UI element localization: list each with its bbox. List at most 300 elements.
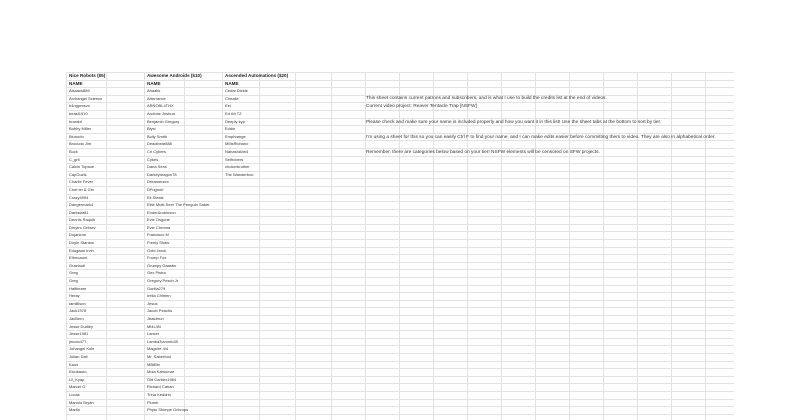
name-cell[interactable]: Darkstar81 [67, 209, 107, 217]
empty-cell[interactable] [332, 285, 366, 293]
empty-cell[interactable] [536, 141, 570, 149]
empty-cell[interactable] [107, 369, 145, 377]
empty-cell[interactable] [638, 88, 672, 96]
empty-cell[interactable] [570, 262, 604, 270]
empty-cell[interactable] [672, 164, 706, 172]
empty-cell[interactable] [672, 407, 706, 415]
empty-cell[interactable] [672, 80, 706, 88]
empty-cell[interactable] [185, 308, 223, 316]
empty-cell[interactable] [638, 323, 672, 331]
empty-cell[interactable] [706, 80, 735, 88]
empty-cell[interactable] [366, 73, 400, 81]
empty-cell[interactable] [185, 217, 223, 225]
empty-cell[interactable] [434, 247, 468, 255]
empty-cell[interactable] [468, 278, 502, 286]
empty-cell[interactable] [536, 308, 570, 316]
empty-cell[interactable] [672, 255, 706, 263]
empty-cell[interactable] [468, 217, 502, 225]
empty-cell[interactable] [570, 156, 604, 164]
empty-cell[interactable] [706, 391, 735, 399]
empty-cell[interactable] [536, 323, 570, 331]
empty-cell[interactable] [570, 80, 604, 88]
empty-cell[interactable] [672, 126, 706, 134]
empty-cell[interactable] [604, 224, 638, 232]
empty-cell[interactable] [434, 346, 468, 354]
empty-cell[interactable] [260, 331, 296, 339]
empty-cell[interactable] [502, 156, 536, 164]
empty-cell[interactable] [366, 164, 400, 172]
empty-cell[interactable] [604, 308, 638, 316]
empty-cell[interactable] [434, 300, 468, 308]
empty-cell[interactable] [185, 232, 223, 240]
empty-cell[interactable] [604, 80, 638, 88]
name-cell[interactable] [67, 414, 107, 420]
name-cell[interactable]: Grumpy Gaaster [145, 262, 185, 270]
name-cell[interactable]: Heray [67, 293, 107, 301]
empty-cell[interactable] [107, 414, 145, 420]
empty-cell[interactable] [296, 217, 332, 225]
empty-cell[interactable] [107, 308, 145, 316]
empty-cell[interactable] [570, 338, 604, 346]
empty-cell[interactable] [296, 353, 332, 361]
empty-cell[interactable] [604, 331, 638, 339]
empty-cell[interactable] [706, 118, 735, 126]
empty-cell[interactable] [260, 209, 296, 217]
empty-cell[interactable] [185, 164, 223, 172]
empty-cell[interactable] [296, 285, 332, 293]
empty-cell[interactable] [107, 118, 145, 126]
name-cell[interactable]: Ed Att TZ [223, 110, 260, 118]
empty-cell[interactable] [536, 224, 570, 232]
empty-cell[interactable] [332, 399, 366, 407]
empty-cell[interactable] [604, 262, 638, 270]
empty-cell[interactable] [434, 414, 468, 420]
empty-cell[interactable] [296, 179, 332, 187]
name-cell[interactable]: Phyto Shimpe Ochrops [145, 407, 185, 415]
empty-cell[interactable] [260, 126, 296, 134]
empty-cell[interactable] [185, 353, 223, 361]
empty-cell[interactable] [570, 186, 604, 194]
name-cell[interactable] [223, 224, 260, 232]
empty-cell[interactable] [638, 73, 672, 81]
empty-cell[interactable] [706, 247, 735, 255]
empty-cell[interactable] [672, 186, 706, 194]
empty-cell[interactable] [185, 361, 223, 369]
empty-cell[interactable] [332, 369, 366, 377]
empty-cell[interactable] [638, 399, 672, 407]
empty-cell[interactable] [434, 156, 468, 164]
name-cell[interactable]: Kicukauto [67, 369, 107, 377]
name-cell[interactable] [223, 361, 260, 369]
empty-cell[interactable] [706, 73, 735, 81]
name-cell[interactable]: Brocudo Jim [67, 141, 107, 149]
empty-cell[interactable] [400, 186, 434, 194]
empty-cell[interactable] [638, 232, 672, 240]
empty-cell[interactable] [502, 179, 536, 187]
empty-cell[interactable] [434, 285, 468, 293]
empty-cell[interactable] [570, 270, 604, 278]
empty-cell[interactable] [672, 148, 706, 156]
empty-cell[interactable] [260, 255, 296, 263]
empty-cell[interactable] [672, 399, 706, 407]
empty-cell[interactable] [536, 110, 570, 118]
empty-cell[interactable] [434, 110, 468, 118]
empty-cell[interactable] [638, 224, 672, 232]
empty-cell[interactable] [604, 293, 638, 301]
empty-cell[interactable] [366, 217, 400, 225]
empty-cell[interactable] [536, 331, 570, 339]
empty-cell[interactable] [468, 88, 502, 96]
empty-cell[interactable] [570, 353, 604, 361]
empty-cell[interactable] [107, 293, 145, 301]
empty-cell[interactable] [604, 156, 638, 164]
name-cell[interactable]: Blyst [145, 126, 185, 134]
name-cell[interactable]: Jbaldrrun [145, 316, 185, 324]
name-cell[interactable]: Mola Karsumar [145, 369, 185, 377]
empty-cell[interactable] [332, 126, 366, 134]
name-cell[interactable] [223, 270, 260, 278]
empty-cell[interactable] [706, 126, 735, 134]
empty-cell[interactable] [536, 338, 570, 346]
empty-cell[interactable] [638, 202, 672, 210]
empty-cell[interactable] [502, 224, 536, 232]
empty-cell[interactable] [468, 407, 502, 415]
empty-cell[interactable] [638, 110, 672, 118]
empty-cell[interactable] [400, 194, 434, 202]
empty-cell[interactable] [706, 331, 735, 339]
empty-cell[interactable] [366, 255, 400, 263]
empty-cell[interactable] [434, 407, 468, 415]
empty-cell[interactable] [468, 285, 502, 293]
empty-cell[interactable] [604, 240, 638, 248]
empty-cell[interactable] [638, 148, 672, 156]
empty-cell[interactable] [468, 384, 502, 392]
empty-cell[interactable] [185, 270, 223, 278]
empty-cell[interactable] [672, 240, 706, 248]
empty-cell[interactable] [260, 407, 296, 415]
empty-cell[interactable] [185, 316, 223, 324]
name-cell[interactable]: IamBison [67, 300, 107, 308]
empty-cell[interactable] [604, 361, 638, 369]
empty-cell[interactable] [706, 262, 735, 270]
empty-cell[interactable] [434, 308, 468, 316]
empty-cell[interactable] [604, 369, 638, 377]
empty-cell[interactable] [434, 353, 468, 361]
empty-cell[interactable] [638, 391, 672, 399]
empty-cell[interactable] [260, 148, 296, 156]
empty-cell[interactable] [570, 407, 604, 415]
name-cell[interactable]: Dennis Raquik [67, 217, 107, 225]
empty-cell[interactable] [400, 262, 434, 270]
empty-cell[interactable] [502, 110, 536, 118]
empty-cell[interactable] [366, 209, 400, 217]
empty-cell[interactable] [185, 110, 223, 118]
name-cell[interactable]: Lamba3ovomb45 [145, 338, 185, 346]
empty-cell[interactable] [107, 73, 145, 81]
name-cell[interactable]: Dojanlore [67, 232, 107, 240]
empty-cell[interactable] [332, 316, 366, 324]
empty-cell[interactable] [296, 414, 332, 420]
empty-cell[interactable] [468, 209, 502, 217]
empty-cell[interactable] [638, 331, 672, 339]
empty-cell[interactable] [185, 80, 223, 88]
empty-cell[interactable] [185, 391, 223, 399]
empty-cell[interactable] [570, 217, 604, 225]
empty-cell[interactable] [185, 331, 223, 339]
empty-cell[interactable] [468, 224, 502, 232]
name-cell[interactable]: Eei [223, 103, 260, 111]
empty-cell[interactable] [332, 202, 366, 210]
empty-cell[interactable] [638, 376, 672, 384]
empty-cell[interactable] [638, 240, 672, 248]
empty-cell[interactable] [536, 376, 570, 384]
name-cell[interactable]: chokerbrother [223, 164, 260, 172]
empty-cell[interactable] [536, 361, 570, 369]
name-cell[interactable]: Marcel O [67, 384, 107, 392]
empty-cell[interactable] [434, 278, 468, 286]
empty-cell[interactable] [706, 148, 735, 156]
empty-cell[interactable] [706, 95, 735, 103]
empty-cell[interactable] [434, 179, 468, 187]
empty-cell[interactable] [706, 278, 735, 286]
empty-cell[interactable] [638, 353, 672, 361]
empty-cell[interactable] [536, 217, 570, 225]
name-cell[interactable] [223, 414, 260, 420]
empty-cell[interactable] [570, 103, 604, 111]
empty-cell[interactable] [434, 293, 468, 301]
empty-cell[interactable] [672, 376, 706, 384]
empty-cell[interactable] [502, 399, 536, 407]
name-cell[interactable] [223, 407, 260, 415]
empty-cell[interactable] [107, 399, 145, 407]
name-cell[interactable]: Jacob Peachs [145, 308, 185, 316]
empty-cell[interactable] [332, 179, 366, 187]
empty-cell[interactable] [638, 126, 672, 134]
empty-cell[interactable] [185, 103, 223, 111]
empty-cell[interactable] [570, 232, 604, 240]
name-cell[interactable]: The Wanderboo [223, 171, 260, 179]
name-cell[interactable]: Gorilla279 [145, 285, 185, 293]
empty-cell[interactable] [536, 171, 570, 179]
empty-cell[interactable] [260, 361, 296, 369]
empty-cell[interactable] [502, 186, 536, 194]
name-cell[interactable]: Julian Dall [67, 353, 107, 361]
empty-cell[interactable] [366, 278, 400, 286]
empty-cell[interactable] [260, 323, 296, 331]
name-cell[interactable]: Greg [67, 270, 107, 278]
empty-cell[interactable] [434, 262, 468, 270]
empty-cell[interactable] [638, 407, 672, 415]
empty-cell[interactable] [107, 110, 145, 118]
name-cell[interactable] [223, 384, 260, 392]
empty-cell[interactable] [366, 285, 400, 293]
empty-cell[interactable] [706, 300, 735, 308]
empty-cell[interactable] [434, 164, 468, 172]
empty-cell[interactable] [570, 308, 604, 316]
empty-cell[interactable] [107, 285, 145, 293]
name-cell[interactable]: Bobby Miller [67, 126, 107, 134]
empty-cell[interactable] [638, 285, 672, 293]
empty-cell[interactable] [604, 179, 638, 187]
empty-cell[interactable] [468, 346, 502, 354]
empty-cell[interactable] [332, 247, 366, 255]
empty-cell[interactable] [185, 156, 223, 164]
empty-cell[interactable] [536, 186, 570, 194]
empty-cell[interactable] [536, 255, 570, 263]
empty-cell[interactable] [185, 399, 223, 407]
empty-cell[interactable] [366, 186, 400, 194]
empty-cell[interactable] [604, 391, 638, 399]
empty-cell[interactable] [706, 224, 735, 232]
empty-cell[interactable] [332, 331, 366, 339]
empty-cell[interactable] [400, 399, 434, 407]
empty-cell[interactable] [706, 141, 735, 149]
empty-cell[interactable] [502, 376, 536, 384]
empty-cell[interactable] [502, 278, 536, 286]
empty-cell[interactable] [468, 376, 502, 384]
empty-cell[interactable] [366, 202, 400, 210]
empty-cell[interactable] [185, 133, 223, 141]
empty-cell[interactable] [672, 369, 706, 377]
empty-cell[interactable] [107, 391, 145, 399]
empty-cell[interactable] [604, 148, 638, 156]
empty-cell[interactable] [468, 232, 502, 240]
empty-cell[interactable] [502, 88, 536, 96]
empty-cell[interactable] [468, 186, 502, 194]
empty-cell[interactable] [672, 353, 706, 361]
empty-cell[interactable] [672, 110, 706, 118]
empty-cell[interactable] [570, 300, 604, 308]
empty-cell[interactable] [296, 308, 332, 316]
empty-cell[interactable] [434, 80, 468, 88]
empty-cell[interactable] [366, 407, 400, 415]
empty-cell[interactable] [107, 270, 145, 278]
empty-cell[interactable] [400, 156, 434, 164]
tier-header[interactable]: Awesome Androids ($10) [145, 73, 185, 81]
empty-cell[interactable] [400, 300, 434, 308]
empty-cell[interactable] [434, 209, 468, 217]
empty-cell[interactable] [502, 262, 536, 270]
name-cell[interactable]: Gex Pistra [145, 270, 185, 278]
name-cell[interactable] [223, 240, 260, 248]
empty-cell[interactable] [536, 353, 570, 361]
empty-cell[interactable] [570, 369, 604, 377]
empty-cell[interactable] [638, 316, 672, 324]
empty-cell[interactable] [672, 202, 706, 210]
empty-cell[interactable] [672, 95, 706, 103]
name-cell[interactable]: Evie Chroma [145, 224, 185, 232]
empty-cell[interactable] [366, 110, 400, 118]
empty-cell[interactable] [468, 240, 502, 248]
empty-cell[interactable] [185, 414, 223, 420]
name-cell[interactable] [223, 353, 260, 361]
empty-cell[interactable] [185, 384, 223, 392]
empty-cell[interactable] [468, 126, 502, 134]
empty-cell[interactable] [570, 255, 604, 263]
empty-cell[interactable] [185, 194, 223, 202]
empty-cell[interactable] [706, 270, 735, 278]
empty-cell[interactable] [260, 300, 296, 308]
name-cell[interactable]: Plumb [145, 399, 185, 407]
empty-cell[interactable] [107, 331, 145, 339]
empty-cell[interactable] [296, 80, 332, 88]
name-cell[interactable] [223, 316, 260, 324]
empty-cell[interactable] [604, 323, 638, 331]
name-cell[interactable] [223, 293, 260, 301]
name-cell[interactable]: Manolo Bryan [67, 399, 107, 407]
name-cell[interactable]: Gregory Pesch Jr [145, 278, 185, 286]
empty-cell[interactable] [502, 361, 536, 369]
empty-cell[interactable] [260, 285, 296, 293]
empty-cell[interactable] [107, 194, 145, 202]
empty-cell[interactable] [107, 95, 145, 103]
empty-cell[interactable] [434, 270, 468, 278]
empty-cell[interactable] [434, 202, 468, 210]
empty-cell[interactable] [107, 384, 145, 392]
empty-cell[interactable] [332, 156, 366, 164]
empty-cell[interactable] [502, 209, 536, 217]
empty-cell[interactable] [638, 186, 672, 194]
empty-cell[interactable] [332, 148, 366, 156]
empty-cell[interactable] [604, 110, 638, 118]
empty-cell[interactable] [185, 179, 223, 187]
empty-cell[interactable] [332, 308, 366, 316]
empty-cell[interactable] [468, 255, 502, 263]
empty-cell[interactable] [604, 247, 638, 255]
empty-cell[interactable] [672, 171, 706, 179]
empty-cell[interactable] [260, 391, 296, 399]
empty-cell[interactable] [400, 376, 434, 384]
empty-cell[interactable] [185, 209, 223, 217]
name-cell[interactable]: Freely Shaw [145, 240, 185, 248]
empty-cell[interactable] [638, 270, 672, 278]
empty-cell[interactable] [502, 217, 536, 225]
empty-cell[interactable] [366, 353, 400, 361]
empty-cell[interactable] [502, 384, 536, 392]
empty-cell[interactable] [604, 73, 638, 81]
name-cell[interactable] [223, 300, 260, 308]
empty-cell[interactable] [296, 399, 332, 407]
empty-cell[interactable] [107, 278, 145, 286]
empty-cell[interactable] [107, 133, 145, 141]
empty-cell[interactable] [434, 224, 468, 232]
empty-cell[interactable] [260, 80, 296, 88]
empty-cell[interactable] [502, 369, 536, 377]
empty-cell[interactable] [536, 414, 570, 420]
empty-cell[interactable] [107, 338, 145, 346]
empty-cell[interactable] [570, 376, 604, 384]
empty-cell[interactable] [185, 346, 223, 354]
empty-cell[interactable] [638, 338, 672, 346]
empty-cell[interactable] [434, 141, 468, 149]
empty-cell[interactable] [468, 369, 502, 377]
empty-cell[interactable] [332, 217, 366, 225]
empty-cell[interactable] [706, 293, 735, 301]
empty-cell[interactable] [536, 293, 570, 301]
empty-cell[interactable] [672, 262, 706, 270]
empty-cell[interactable] [434, 255, 468, 263]
empty-cell[interactable] [400, 391, 434, 399]
empty-cell[interactable] [604, 316, 638, 324]
empty-cell[interactable] [604, 270, 638, 278]
name-cell[interactable]: Chet tin & Gin [67, 186, 107, 194]
empty-cell[interactable] [672, 73, 706, 81]
empty-cell[interactable] [400, 88, 434, 96]
name-cell[interactable]: Lucas [67, 391, 107, 399]
empty-cell[interactable] [296, 407, 332, 415]
name-cell[interactable] [223, 262, 260, 270]
empty-cell[interactable] [107, 164, 145, 172]
